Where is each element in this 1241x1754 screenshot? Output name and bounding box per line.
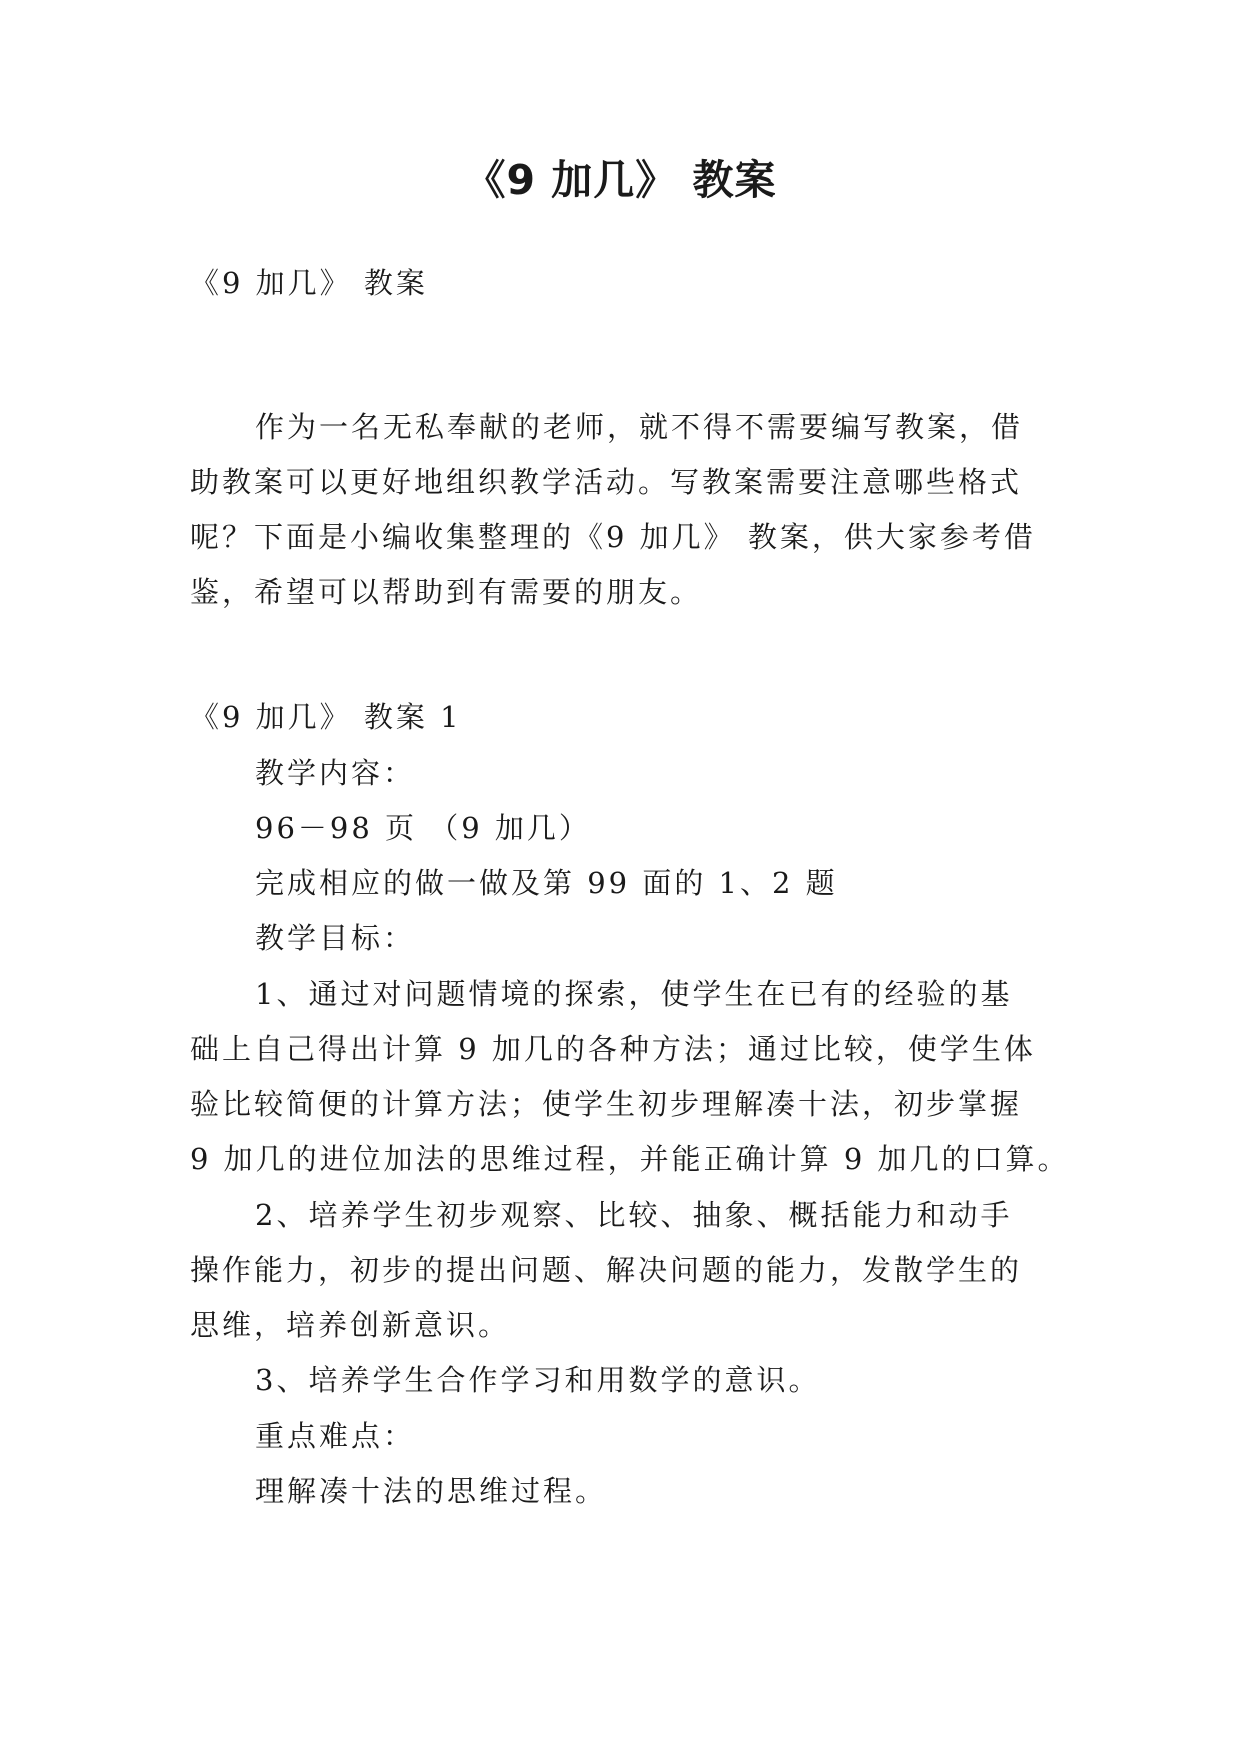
goal1-line-4: 9 加几的进位加法的思维过程，并能正确计算 9 加几的口算。 [190,1142,1070,1176]
teaching-content-pages: 96－98 页 （9 加几） [255,811,591,845]
teaching-content-tasks: 完成相应的做一做及第 99 面的 1、2 题 [255,866,838,900]
key-points-text: 理解凑十法的思维过程。 [255,1474,608,1508]
intro-line-3: 呢？下面是小编收集整理的《9 加几》 教案，供大家参考借 [190,520,1036,554]
document-subtitle: 《9 加几》 教案 [190,266,428,300]
goal1-line-1: 1、通过对问题情境的探索，使学生在已有的经验的基 [255,977,1013,1011]
section-heading: 《9 加几》 教案 1 [190,700,462,734]
goal2-line-2: 操作能力，初步的提出问题、解决问题的能力，发散学生的 [190,1253,1023,1287]
document-title: 《9 加几》 教案 [464,156,777,204]
goal1-line-2: 础上自己得出计算 9 加几的各种方法；通过比较，使学生体 [190,1032,1036,1066]
teaching-content-label: 教学内容： [255,756,416,790]
intro-line-2: 助教案可以更好地组织教学活动。写教案需要注意哪些格式 [190,465,1023,499]
goal2-line-1: 2、培养学生初步观察、比较、抽象、概括能力和动手 [255,1198,1013,1232]
intro-line-1: 作为一名无私奉献的老师，就不得不需要编写教案，借 [255,410,1024,444]
goal2-line-3: 思维，培养创新意识。 [190,1308,511,1342]
key-points-label: 重点难点： [255,1419,416,1453]
teaching-goals-label: 教学目标： [255,921,416,955]
goal3-line: 3、培养学生合作学习和用数学的意识。 [255,1363,821,1397]
goal1-line-3: 验比较简便的计算方法；使学生初步理解凑十法，初步掌握 [190,1087,1023,1121]
intro-line-4: 鉴，希望可以帮助到有需要的朋友。 [190,575,703,609]
